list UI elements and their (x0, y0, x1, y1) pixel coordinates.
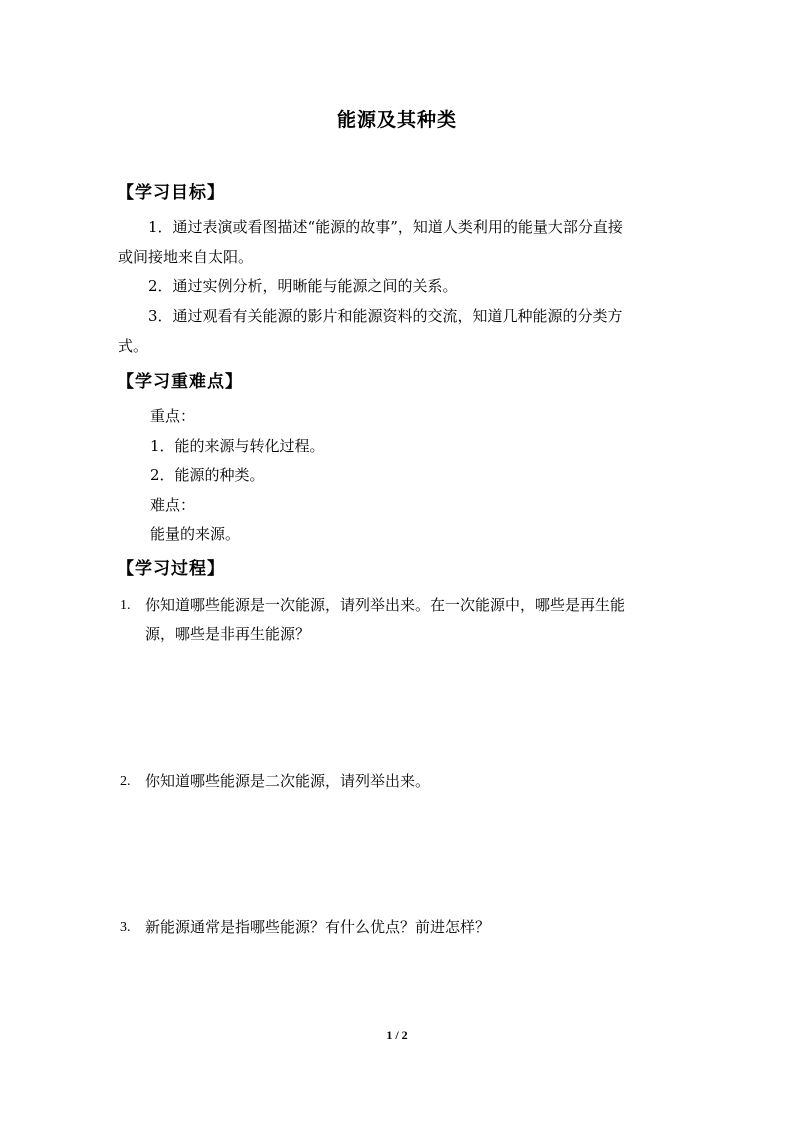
page-number: 1 / 2 (386, 1028, 408, 1042)
page-title: 能源及其种类 (336, 109, 457, 131)
question-2-number: 2. (120, 774, 131, 789)
section-heading-key-points: 【学习重难点】 (117, 372, 243, 392)
section-heading-goals: 【学习目标】 (117, 183, 225, 203)
key-item-2: 2．能源的种类。 (150, 466, 265, 484)
difficult-item-1: 能量的来源。 (150, 525, 241, 543)
goal-item-2: 2．通过实例分析，明晰能与能源之间的关系。 (148, 277, 458, 295)
question-1-line-1: 你知道哪些能源是一次能源，请列举出来。在一次能源中，哪些是再生能 (145, 596, 626, 614)
difficult-label: 难点： (150, 496, 196, 514)
question-1-line-2: 源，哪些是非再生能源？ (145, 625, 311, 643)
key-item-1: 1．能的来源与转化过程。 (150, 437, 325, 455)
question-1-number: 1. (120, 598, 131, 613)
goal-item-1-line-2: 或间接地来自太阳。 (118, 248, 254, 266)
question-3-line-1: 新能源通常是指哪些能源？有什么优点？前进怎样？ (145, 918, 491, 936)
key-label: 重点： (150, 407, 196, 425)
section-heading-process: 【学习过程】 (117, 559, 225, 579)
goal-item-3-line-2: 式。 (118, 337, 149, 355)
question-2-line-1: 你知道哪些能源是二次能源，请列举出来。 (145, 772, 431, 790)
goal-item-3-line-1: 3．通过观看有关能源的影片和能源资料的交流，知道几种能源的分类方 (148, 307, 623, 325)
question-3-number: 3. (120, 920, 131, 935)
goal-item-1-line-1: 1．通过表演或看图描述“能源的故事”，知道人类利用的能量大部分直接 (148, 218, 623, 236)
